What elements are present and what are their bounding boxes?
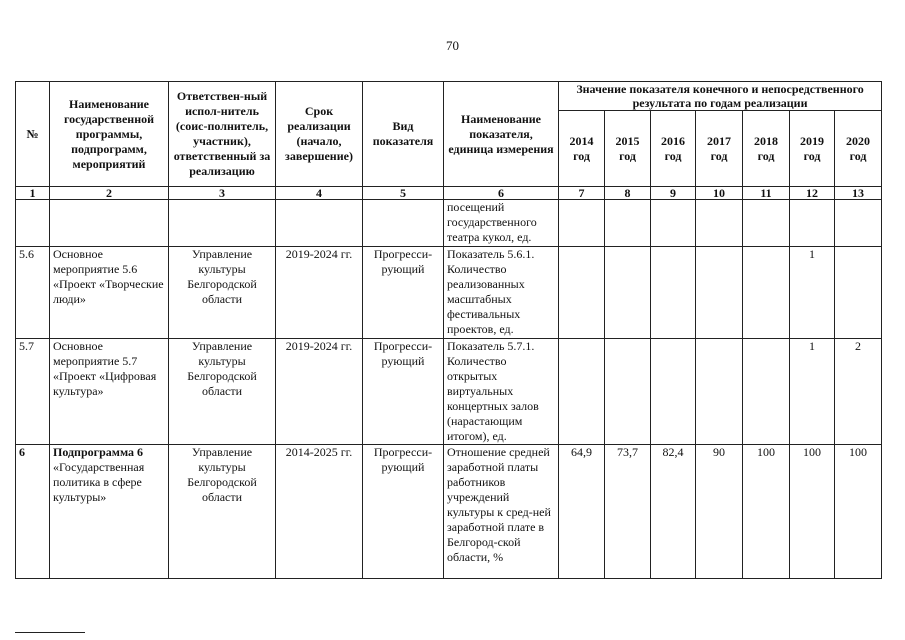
table-row [16,247,882,339]
header-year: 2018 год [743,111,790,187]
row-period: 2019-2024 гг. [276,247,363,339]
row-value [605,247,651,339]
header-year: 2019 год [790,111,835,187]
column-number: 6 [444,187,559,200]
row-value: 82,4 [651,445,696,579]
row-value [743,200,790,247]
column-number: 1 [16,187,50,200]
header-indicator-name: Наименование показателя, единица измерения [444,82,559,187]
row-indicator: Отношение средней заработной платы работников учреждений культуры к сред-ней заработной плате в Белгород-ской области, % [444,445,559,579]
row-value [605,339,651,445]
row-no: 5.7 [16,339,50,445]
row-type [363,200,444,247]
row-value: 100 [790,445,835,579]
header-program-name: Наименование государственной программы, подпрограмм, мероприятий [50,82,169,187]
row-name-cell [50,445,169,579]
row-responsible: Управление культуры Белгородской области [169,445,276,579]
row-no [16,200,50,247]
row-value: 73,7 [605,445,651,579]
row-value [559,339,605,445]
header-period: Срок реализации (начало, завершение) [276,82,363,187]
indicators-table [15,81,882,579]
page-number: 70 [446,38,459,53]
row-indicator: посещений государственного театра кукол, ед. [444,200,559,247]
row-value: 1 [790,339,835,445]
row-value: 1 [790,247,835,339]
header-year: 2017 год [696,111,743,187]
row-name: «Государственная политика в сфере культуры» [53,460,145,504]
row-value: 90 [696,445,743,579]
row-value [651,200,696,247]
table-row [16,339,882,445]
column-number: 5 [363,187,444,200]
footer-rule [15,632,85,633]
row-type: Прогресси-рующий [363,247,444,339]
column-number: 7 [559,187,605,200]
column-number: 12 [790,187,835,200]
row-responsible [169,200,276,247]
header-year: 2015 год [605,111,651,187]
row-value [696,339,743,445]
row-value: 100 [743,445,790,579]
column-number: 4 [276,187,363,200]
row-value: 64,9 [559,445,605,579]
row-value [790,200,835,247]
column-number: 3 [169,187,276,200]
header-year: 2020 год [835,111,882,187]
column-number: 11 [743,187,790,200]
row-responsible: Управление культуры Белгородской области [169,247,276,339]
row-name-bold: Подпрограмма 6 [53,445,144,459]
header-values-group: Значение показателя конечного и непосредственного результата по годам реализации [559,82,882,111]
header-year: 2014 год [559,111,605,187]
row-value [696,200,743,247]
row-value [651,339,696,445]
column-number: 10 [696,187,743,200]
table-row [16,200,882,247]
row-value [743,339,790,445]
row-value [696,247,743,339]
column-number: 2 [50,187,169,200]
row-value [605,200,651,247]
row-indicator: Показатель 5.6.1. Количество реализованных масштабных фестивальных проектов, ед. [444,247,559,339]
row-value [835,247,882,339]
header-no: № [16,82,50,187]
column-number: 8 [605,187,651,200]
row-name: Основное мероприятие 5.7 «Проект «Цифровая культура» [50,339,169,445]
row-name: Основное мероприятие 5.6 «Проект «Творческие люди» [50,247,169,339]
row-period [276,200,363,247]
row-type: Прогресси-рующий [363,445,444,579]
row-type: Прогресси-рующий [363,339,444,445]
row-value [651,247,696,339]
row-indicator: Показатель 5.7.1. Количество открытых виртуальных концертных залов (нарастающим итогом), ед. [444,339,559,445]
column-number: 9 [651,187,696,200]
column-number: 13 [835,187,882,200]
row-no: 5.6 [16,247,50,339]
header-row-top [16,82,882,111]
row-no: 6 [16,445,50,579]
row-value [743,247,790,339]
row-value [559,247,605,339]
table-row [16,445,882,579]
row-responsible: Управление культуры Белгородской области [169,339,276,445]
header-year: 2016 год [651,111,696,187]
row-value: 100 [835,445,882,579]
row-name [50,200,169,247]
row-value [559,200,605,247]
header-responsible: Ответствен-ный испол-нитель (соис-полнитель, участник), ответственный за реализацию [169,82,276,187]
row-period: 2014-2025 гг. [276,445,363,579]
row-value: 2 [835,339,882,445]
header-indicator-type: Вид показателя [363,82,444,187]
row-value [835,200,882,247]
column-number-row [16,187,882,200]
row-period: 2019-2024 гг. [276,339,363,445]
